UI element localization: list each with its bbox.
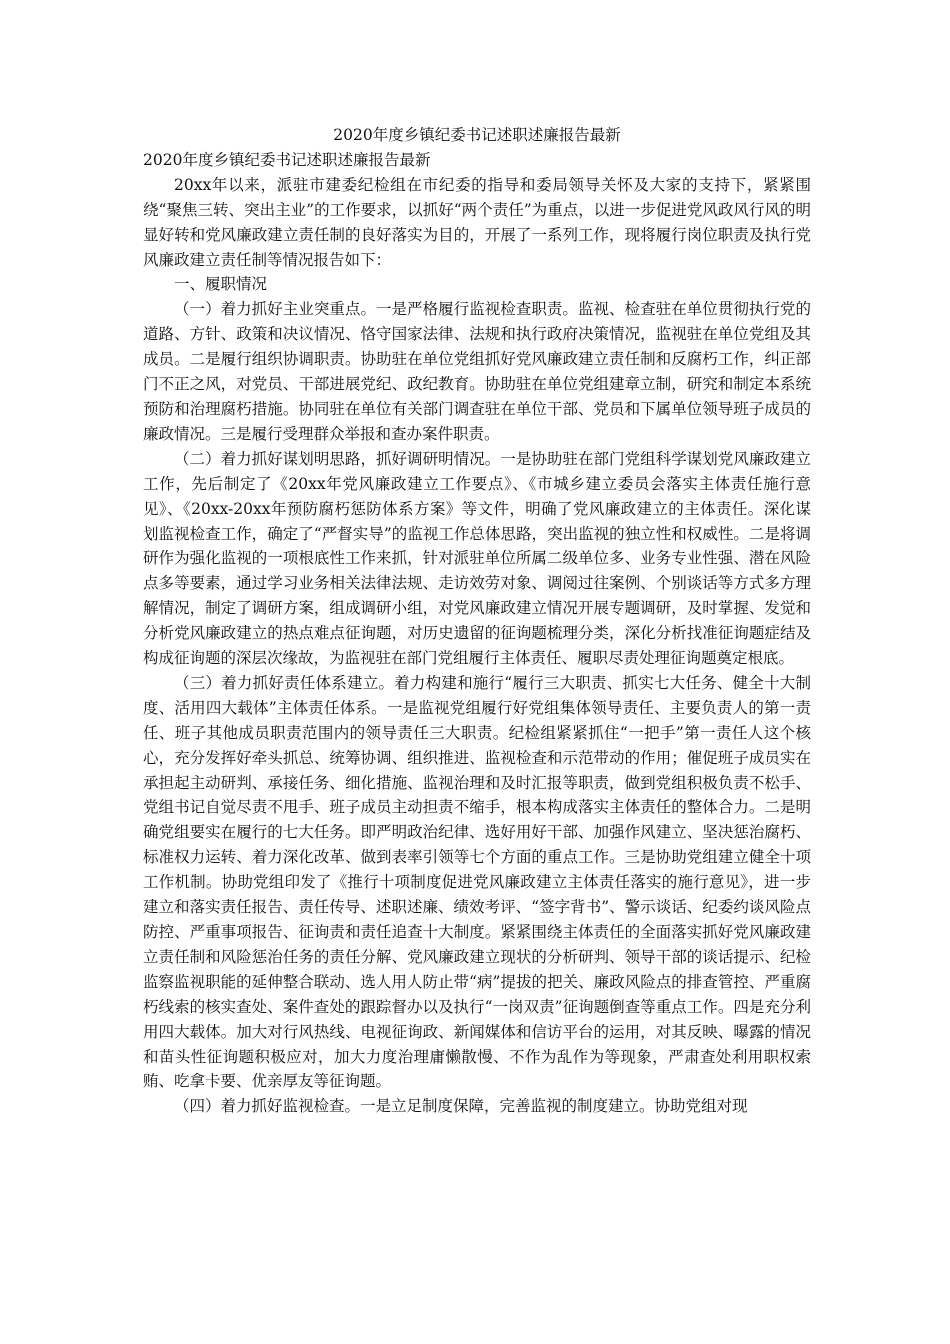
document-title: 2020年度乡镇纪委书记述职述廉报告最新: [333, 126, 621, 144]
body-paragraph-2: （二）着力抓好谋划明思路，抓好调研明情况。一是协助驻在部门党组科学谋划党风廉政建立工作，先后制定了《20xx年党风廉政建立工作要点》、《市城乡建立委员会落实主体责任施行意见》、《20xx-20xx年预防腐朽惩防体系方案》等文件，明确了党风廉政建立的主体责任。深化谋划监视检查工作，确定了“严督实导”的监视工作总体思路，突出监视的独立性和权威性。二是将调研作为强化监视的一项根底性工作来抓，针对派驻单位所属二级单位多、业务专业性强、潜在风险点多等要素，通过学习业务相关法律法规、走访效劳对象、调阅过往案例、个别谈话等方式多方理解情况，制定了调研方案，组成调研小组，对党风廉政建立情况开展专题调研，及时掌握、发觉和分析党风廉政建立的热点难点征询题，对历史遗留的征询题梳理分类，深化分析找准征询题症结及构成征询题的深层次缘故，为监视驻在部门党组履行主体责任、履职尽责处理征询题奠定根底。: [143, 449, 811, 668]
section-heading: 一、履职情况: [174, 275, 268, 294]
body-paragraph-4: （四）着力抓好监视检查。一是立足制度保障，完善监视的制度建立。协助党组对现: [174, 1097, 748, 1116]
document-subtitle: 2020年度乡镇纪委书记述职述廉报告最新: [143, 150, 431, 169]
document-page: [143, 123, 811, 1119]
body-paragraph-1: （一）着力抓好主业突重点。一是严格履行监视检查职责。监视、检查驻在单位贯彻执行党的道路、方针、政策和决议情况、恪守国家法律、法规和执行政府决策情况，监视驻在单位党组及其成员。二是履行组织协调职责。协助驻在单位党组抓好党风廉政建立责任制和反腐朽工作，纠正部门不正之风，对党员、干部进展党纪、政纪教育。协助驻在单位党组建章立制，研究和制定本系统预防和治理腐朽措施。协同驻在单位有关部门调查驻在单位干部、党员和下属单位领导班子成员的廉政情况。三是履行受理群众举报和查办案件职责。: [143, 300, 811, 443]
intro-paragraph: 20xx年以来，派驻市建委纪检组在市纪委的指导和委局领导关怀及大家的支持下，紧紧围绕“聚焦三转、突出主业”的工作要求，以抓好“两个责任”为重点，以进一步促进党风政风行风的明显好转和党风廉政建立责任制的良好落实为目的，开展了一系列工作，现将履行岗位职责及执行党风廉政建立责任制等情况报告如下：: [143, 175, 811, 269]
body-paragraph-3: （三）着力抓好责任体系建立。着力构建和施行“履行三大职责、抓实七大任务、健全十大制度、活用四大载体”主体责任体系。一是监视党组履行好党组集体领导责任、主要负责人的第一责任、班子其他成员职责范围内的领导责任三大职责。纪检组紧紧抓住“一把手”第一责任人这个核心，充分发挥好牵头抓总、统筹协调、组织推进、监视检查和示范带动的作用；催促班子成员实在承担起主动研判、承接任务、细化措施、监视治理和及时汇报等职责，做到党组积极负责不松手、党组书记自觉尽责不甩手、班子成员主动担责不缩手，根本构成落实主体责任的整体合力。二是明确党组要实在履行的七大任务。即严明政治纪律、选好用好干部、加强作风建立、坚决惩治腐朽、标准权力运转、着力深化改革、做到表率引领等七个方面的重点工作。三是协助党组建立健全十项工作机制。协助党组印发了《推行十项制度促进党风廉政建立主体责任落实的施行意见》，进一步建立和落实责任报告、责任传导、述职述廉、绩效考评、“签字背书”、警示谈话、纪委约谈风险点防控、严重事项报告、征询责和责任追查十大制度。紧紧围绕主体责任的全面落实抓好党风廉政建立责任制和风险惩治任务的责任分解、党风廉政建立现状的分析研判、领导干部的谈话提示、纪检监察监视职能的延伸整合联动、选人用人防止带“病”提拔的把关、廉政风险点的排查管控、严重腐朽线索的核实查处、案件查处的跟踪督办以及执行“一岗双责”征询题倒查等重点工作。四是充分利用四大载体。加大对行风热线、电视征询政、新闻媒体和信访平台的运用，对其反映、曝露的情况和苗头性征询题积极应对，加大力度治理庸懒散慢、不作为乱作为等现象，严肃查处利用职权索贿、吃拿卡要、优亲厚友等征询题。: [143, 673, 811, 1091]
